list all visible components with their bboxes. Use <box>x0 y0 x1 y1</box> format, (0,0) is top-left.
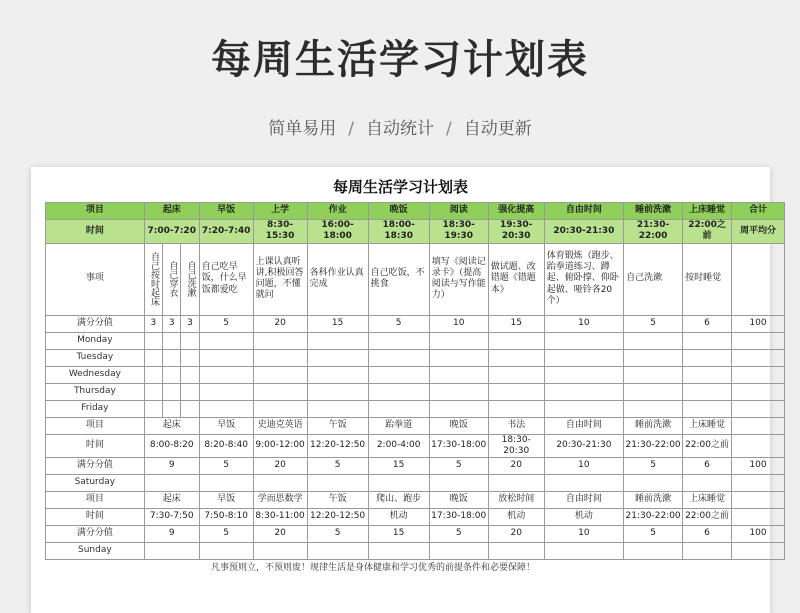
feature-easy: 简单易用 <box>268 119 337 139</box>
table-cell: 21:30-22:00 <box>624 434 683 458</box>
day-label: Thursday <box>46 383 145 400</box>
table-cell: 7:00-7:20 <box>144 220 199 244</box>
table-cell: 21:30-22:00 <box>624 509 683 526</box>
feature-update: 自动更新 <box>463 119 532 139</box>
score-cell[interactable] <box>488 332 544 349</box>
table-cell: 上床睡觉 <box>683 492 732 509</box>
table-cell: 睡前洗漱 <box>624 492 683 509</box>
table-cell: 项目 <box>46 417 145 434</box>
score-cell[interactable] <box>544 383 623 400</box>
score-cell[interactable] <box>429 366 488 383</box>
score-cell[interactable] <box>683 543 732 560</box>
table-cell: 自由时间 <box>544 203 623 220</box>
table-cell: 6 <box>683 315 732 332</box>
score-cell[interactable] <box>199 383 253 400</box>
table-cell: 9:00-12:00 <box>253 434 307 458</box>
table-cell: 满分分值 <box>46 458 145 475</box>
table-cell: 8:30-11:00 <box>253 509 307 526</box>
score-cell[interactable] <box>144 400 162 417</box>
table-cell: 5 <box>307 458 368 475</box>
table-cell: 自己吃早饭，什么早饭都爱吃 <box>199 243 253 315</box>
table-cell: 机动 <box>368 509 429 526</box>
task-row <box>46 243 785 315</box>
score-cell[interactable] <box>731 475 784 492</box>
table-cell: 5 <box>368 315 429 332</box>
table-cell: 5 <box>199 458 253 475</box>
table-cell: 早饭 <box>199 203 253 220</box>
table-cell: 17:30-18:00 <box>429 434 488 458</box>
score-cell[interactable] <box>624 475 683 492</box>
score-cell[interactable] <box>488 400 544 417</box>
table-cell: 8:30-15:30 <box>253 220 307 244</box>
score-cell[interactable] <box>488 383 544 400</box>
score-cell[interactable] <box>544 366 623 383</box>
table-cell: 100 <box>731 315 784 332</box>
day-label: Monday <box>46 332 145 349</box>
score-cell[interactable] <box>144 383 162 400</box>
table-cell: 作业 <box>307 203 368 220</box>
day-label: Wednesday <box>46 366 145 383</box>
table-cell <box>731 492 784 509</box>
table-cell: 20:30-21:30 <box>544 220 623 244</box>
score-cell[interactable] <box>624 543 683 560</box>
score-cell[interactable] <box>181 366 199 383</box>
score-cell[interactable] <box>163 332 181 349</box>
table-cell: 100 <box>731 458 784 475</box>
table-cell: 项目 <box>46 492 145 509</box>
table-cell: 早饭 <box>199 492 253 509</box>
score-cell[interactable] <box>253 332 307 349</box>
score-cell[interactable] <box>144 475 199 492</box>
table-cell: 3 <box>144 315 162 332</box>
table-cell: 起床 <box>144 203 199 220</box>
score-cell[interactable] <box>731 332 784 349</box>
table-cell: 22:00之前 <box>683 434 732 458</box>
table-cell: 起床 <box>144 492 199 509</box>
score-cell[interactable] <box>368 366 429 383</box>
table-cell: 8:20-8:40 <box>199 434 253 458</box>
table-cell: 10 <box>544 458 623 475</box>
score-cell[interactable] <box>368 475 429 492</box>
table-cell: 7:30-7:50 <box>144 509 199 526</box>
saturday-time-row <box>46 434 785 458</box>
table-cell: 满分分值 <box>46 315 145 332</box>
score-cell[interactable] <box>144 349 162 366</box>
day-row-friday <box>46 400 785 417</box>
day-row-saturday <box>46 475 785 492</box>
table-cell: 9 <box>144 458 199 475</box>
table-cell: 自己洗漱 <box>181 243 199 315</box>
table-cell <box>731 243 784 315</box>
table-cell: 5 <box>624 458 683 475</box>
table-cell: 事项 <box>46 243 145 315</box>
table-cell: 起床 <box>144 417 199 434</box>
table-cell: 20 <box>253 315 307 332</box>
score-cell[interactable] <box>307 332 368 349</box>
table-cell: 9 <box>144 526 199 543</box>
table-cell: 8:00-8:20 <box>144 434 199 458</box>
saturday-score-row <box>46 458 785 475</box>
day-label: Tuesday <box>46 349 145 366</box>
table-cell: 晚饭 <box>368 203 429 220</box>
score-cell[interactable] <box>144 543 199 560</box>
score-cell[interactable] <box>544 332 623 349</box>
table-cell: 做试题、改错题《错题本》 <box>488 243 544 315</box>
table-cell: 阅读 <box>429 203 488 220</box>
table-cell: 项目 <box>46 203 145 220</box>
separator: / <box>446 119 452 139</box>
score-cell[interactable] <box>199 543 253 560</box>
score-cell[interactable] <box>731 543 784 560</box>
table-cell: 20 <box>488 526 544 543</box>
sunday-score-row <box>46 526 785 543</box>
score-cell[interactable] <box>544 400 623 417</box>
score-cell[interactable] <box>429 383 488 400</box>
score-cell[interactable] <box>731 400 784 417</box>
score-cell[interactable] <box>307 400 368 417</box>
score-cell[interactable] <box>181 349 199 366</box>
score-cell[interactable] <box>429 543 488 560</box>
table-cell: 睡前洗漱 <box>624 203 683 220</box>
table-cell: 晚饭 <box>429 417 488 434</box>
score-cell[interactable] <box>307 543 368 560</box>
spreadsheet-preview <box>31 167 776 613</box>
score-cell[interactable] <box>181 400 199 417</box>
table-cell: 12:20-12:50 <box>307 434 368 458</box>
table-cell: 18:00-18:30 <box>368 220 429 244</box>
table-cell: 书法 <box>488 417 544 434</box>
table-cell: 各科作业认真完成 <box>307 243 368 315</box>
score-cell[interactable] <box>544 475 623 492</box>
table-cell: 15 <box>368 458 429 475</box>
table-cell: 7:20-7:40 <box>199 220 253 244</box>
table-cell: 20 <box>253 458 307 475</box>
day-row-sunday <box>46 543 785 560</box>
table-cell: 100 <box>731 526 784 543</box>
score-cell[interactable] <box>307 383 368 400</box>
table-cell: 合计 <box>731 203 784 220</box>
table-cell: 6 <box>683 458 732 475</box>
table-cell: 上学 <box>253 203 307 220</box>
table-cell: 5 <box>429 526 488 543</box>
score-cell[interactable] <box>624 349 683 366</box>
separator: / <box>348 119 354 139</box>
score-cell[interactable] <box>683 332 732 349</box>
table-cell <box>731 434 784 458</box>
score-cell[interactable] <box>199 349 253 366</box>
table-cell: 自己按时起床 <box>144 243 162 315</box>
table-cell: 上床睡觉 <box>683 203 732 220</box>
day-label: Saturday <box>46 475 145 492</box>
table-cell: 晚饭 <box>429 492 488 509</box>
table-cell: 周平均分 <box>731 220 784 244</box>
table-cell: 5 <box>199 526 253 543</box>
score-cell[interactable] <box>199 400 253 417</box>
table-cell: 15 <box>307 315 368 332</box>
table-cell: 强化提高 <box>488 203 544 220</box>
table-cell <box>731 509 784 526</box>
score-cell[interactable] <box>144 332 162 349</box>
table-cell: 早饭 <box>199 417 253 434</box>
table-cell: 19:30-20:30 <box>488 220 544 244</box>
table-cell: 机动 <box>488 509 544 526</box>
table-cell: 上床睡觉 <box>683 417 732 434</box>
table-cell: 按时睡觉 <box>683 243 732 315</box>
score-cell[interactable] <box>683 400 732 417</box>
score-cell[interactable] <box>731 383 784 400</box>
score-cell[interactable] <box>307 349 368 366</box>
score-cell[interactable] <box>368 543 429 560</box>
score-cell[interactable] <box>488 366 544 383</box>
page-title: 每周生活学习计划表 <box>211 37 589 83</box>
feature-line <box>0 114 800 139</box>
score-cell[interactable] <box>307 475 368 492</box>
feature-stats: 自动统计 <box>366 119 434 139</box>
score-cell[interactable] <box>163 400 181 417</box>
score-cell[interactable] <box>731 349 784 366</box>
score-cell[interactable] <box>368 349 429 366</box>
score-cell[interactable] <box>253 366 307 383</box>
score-cell[interactable] <box>253 543 307 560</box>
table-cell: 18:30-19:30 <box>429 220 488 244</box>
table-cell: 5 <box>624 526 683 543</box>
table-cell: 10 <box>544 315 623 332</box>
score-cell[interactable] <box>544 543 623 560</box>
score-cell[interactable] <box>683 475 732 492</box>
score-cell[interactable] <box>368 383 429 400</box>
score-cell[interactable] <box>429 349 488 366</box>
table-cell: 2:00-4:00 <box>368 434 429 458</box>
score-cell[interactable] <box>683 383 732 400</box>
table-cell: 满分分值 <box>46 526 145 543</box>
table-cell: 学而思数学 <box>253 492 307 509</box>
table-cell: 10 <box>429 315 488 332</box>
day-row-thursday <box>46 383 785 400</box>
table-cell: 20:30-21:30 <box>544 434 623 458</box>
sunday-header-row <box>46 492 785 509</box>
table-cell: 10 <box>544 526 623 543</box>
score-cell[interactable] <box>163 366 181 383</box>
score-cell[interactable] <box>429 400 488 417</box>
score-cell[interactable] <box>624 366 683 383</box>
table-cell: 3 <box>181 315 199 332</box>
time-row <box>46 220 785 244</box>
score-cell[interactable] <box>253 475 307 492</box>
table-cell: 自己洗漱 <box>624 243 683 315</box>
score-cell[interactable] <box>429 332 488 349</box>
day-label: Friday <box>46 400 145 417</box>
sheet-title: 每周生活学习计划表 <box>332 178 468 196</box>
table-cell: 爬山、跑步 <box>368 492 429 509</box>
score-cell[interactable] <box>163 349 181 366</box>
table-cell: 时间 <box>46 220 145 244</box>
table-cell: 上课认真听讲,积极回答问题，不懂就问 <box>253 243 307 315</box>
table-cell: 自由时间 <box>544 492 623 509</box>
table-cell: 21:30-22:00 <box>624 220 683 244</box>
score-cell[interactable] <box>488 349 544 366</box>
table-cell: 体育锻炼（跑步、跆拳道练习、蹲起、俯卧撑、仰卧起做、哑铃各20个） <box>544 243 623 315</box>
score-cell[interactable] <box>144 366 162 383</box>
table-cell: 22:00之前 <box>683 220 732 244</box>
footnote: 凡事预则立，不预则废！规律生活是身体健康和学习优秀的前提条件和必要保障！ <box>211 563 536 573</box>
table-cell: 午饭 <box>307 417 368 434</box>
table-cell: 20 <box>253 526 307 543</box>
score-cell[interactable] <box>253 383 307 400</box>
table-cell: 自己穿衣 <box>163 243 181 315</box>
score-cell[interactable] <box>199 366 253 383</box>
table-cell: 17:30-18:00 <box>429 509 488 526</box>
sunday-time-row <box>46 509 785 526</box>
header-row <box>46 203 785 220</box>
table-cell: 史迪克英语 <box>253 417 307 434</box>
table-cell: 15 <box>368 526 429 543</box>
day-row-monday <box>46 332 785 349</box>
table-cell: 5 <box>199 315 253 332</box>
table-cell: 自由时间 <box>544 417 623 434</box>
score-cell[interactable] <box>731 366 784 383</box>
score-cell[interactable] <box>683 366 732 383</box>
score-cell[interactable] <box>181 332 199 349</box>
table-cell: 时间 <box>46 434 145 458</box>
day-row-tuesday <box>46 349 785 366</box>
table-cell: 填写《阅读记录卡》（提高阅读与写作能力） <box>429 243 488 315</box>
table-cell: 6 <box>683 526 732 543</box>
score-cell[interactable] <box>488 543 544 560</box>
table-cell: 机动 <box>544 509 623 526</box>
day-row-wednesday <box>46 366 785 383</box>
score-cell[interactable] <box>199 475 253 492</box>
score-cell[interactable] <box>163 383 181 400</box>
score-cell[interactable] <box>624 400 683 417</box>
score-cell[interactable] <box>368 332 429 349</box>
score-cell[interactable] <box>199 332 253 349</box>
score-row <box>46 315 785 332</box>
day-label: Sunday <box>46 543 145 560</box>
score-cell[interactable] <box>488 475 544 492</box>
table-cell: 5 <box>429 458 488 475</box>
score-cell[interactable] <box>624 332 683 349</box>
schedule-table <box>45 202 785 560</box>
score-cell[interactable] <box>429 475 488 492</box>
score-cell[interactable] <box>181 383 199 400</box>
table-cell: 5 <box>624 315 683 332</box>
table-cell: 12:20-12:50 <box>307 509 368 526</box>
table-cell <box>731 417 784 434</box>
table-cell: 5 <box>307 526 368 543</box>
score-cell[interactable] <box>544 349 623 366</box>
score-cell[interactable] <box>624 383 683 400</box>
table-cell: 3 <box>163 315 181 332</box>
score-cell[interactable] <box>307 366 368 383</box>
table-cell: 20 <box>488 458 544 475</box>
table-cell: 时间 <box>46 509 145 526</box>
table-cell: 午饭 <box>307 492 368 509</box>
table-cell: 18:30-20:30 <box>488 434 544 458</box>
table-cell: 22:00之前 <box>683 509 732 526</box>
saturday-header-row <box>46 417 785 434</box>
score-cell[interactable] <box>683 349 732 366</box>
table-cell: 跆拳道 <box>368 417 429 434</box>
score-cell[interactable] <box>253 349 307 366</box>
table-cell: 7:50-8:10 <box>199 509 253 526</box>
table-cell: 15 <box>488 315 544 332</box>
score-cell[interactable] <box>253 400 307 417</box>
table-cell: 自己吃饭，不挑食 <box>368 243 429 315</box>
table-cell: 16:00-18:00 <box>307 220 368 244</box>
table-cell: 放松时间 <box>488 492 544 509</box>
score-cell[interactable] <box>368 400 429 417</box>
table-cell: 睡前洗漱 <box>624 417 683 434</box>
